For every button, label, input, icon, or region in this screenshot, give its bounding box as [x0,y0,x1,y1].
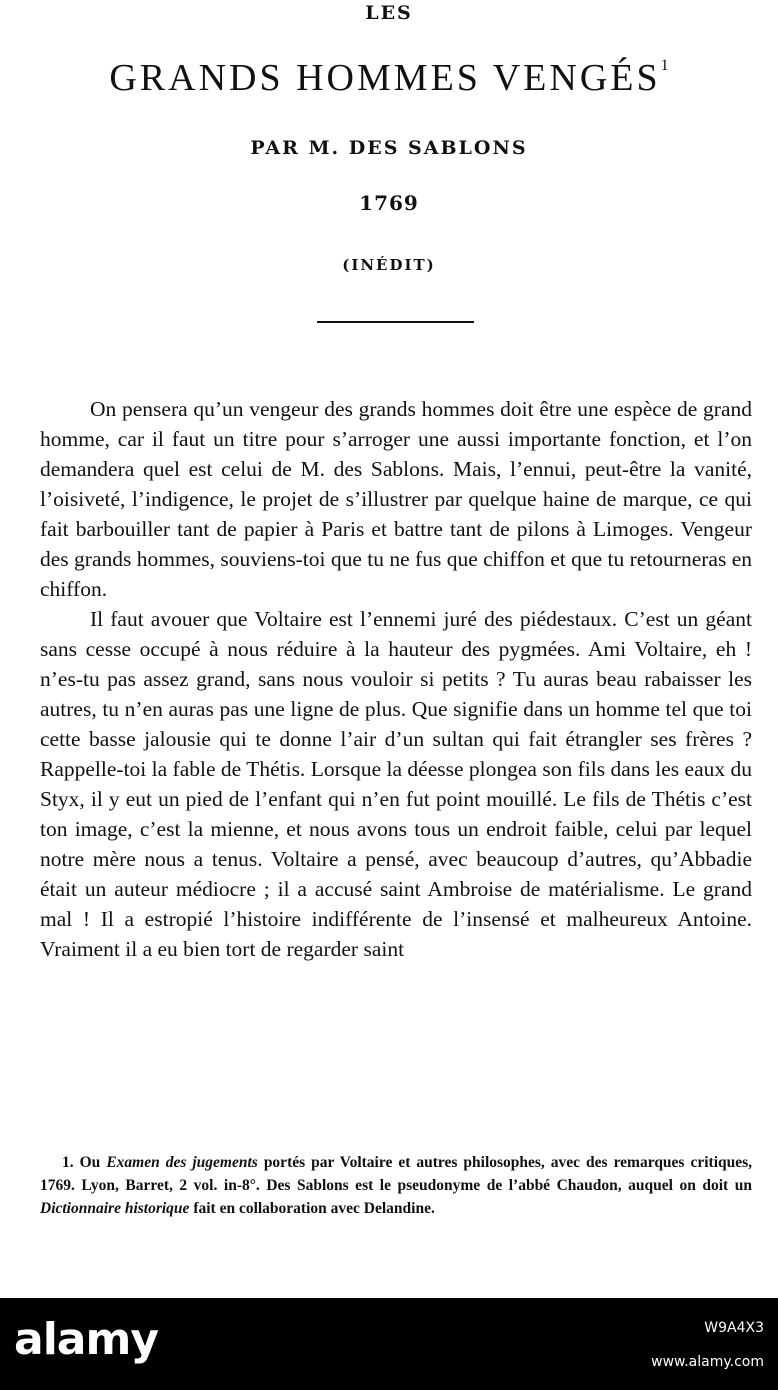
paragraph-2: Il faut avouer que Voltaire est l’ennemi juré des piédestaux. C’est un géant sans cesse occupé à nous réduire à la hauteur des pygmées. Ami Voltaire, eh ! n’es-tu pas assez grand, sans nous vouloir si petits ? Tu auras beau rabaisser les autres, tu n’en auras pas une ligne de plus. Que signifie dans un homme tel que toi cette basse jalousie qui te donne l’air d’un sultan qui fait étrangler ses frères ? Rappelle-toi la fable de Thétis. Lorsque la déesse plongea son fils dans les eaux du Styx, il y eut un pied de l’enfant qui n’en fut point mouillé. Le fils de Thétis c’est ton image, c’est la mienne, et nous avons tous un endroit faible, celui par lequel notre mère nous a tenus. Voltaire a pensé, avec beaucoup d’autres, qu’Abbadie était un auteur médiocre ; il a accusé saint Ambroise de matérialisme. Le grand mal ! Il a estropié l’histoire indifférente de l’insensé et malheureux Antoine. Vraiment il a eu bien tort de regarder saint [40,607,752,961]
alamy-logo: alamy [14,1314,158,1365]
footnote-ref: 1 [660,57,669,74]
watermark-banner [0,1298,778,1390]
footnote-part-3: fait en collaboration avec Delandine. [193,1200,435,1217]
main-text [40,394,752,964]
footnote-part-1: Ou [79,1154,101,1171]
paragraph-1: On pensera qu’un vengeur des grands hommes doit être une espèce de grand homme, car il faut un titre pour s’arroger une aussi importante fonction, et l’on demandera quel est celui de M. des Sablons. Mais, l’ennui, peut-être la vanité, l’oisiveté, l’indigence, le projet de s’illustrer par quelque haine de marque, ce qui fait barbouiller tant de papier à Paris et battre tant de pilons à Limoges. Vengeur des grands hommes, souviens-toi que tu ne fus que chiffon et que tu retourneras en chiffon. [40,397,752,601]
site-url: www.alamy.com [651,1354,764,1370]
footnote-italic-title-2: Dictionnaire historique [40,1200,190,1217]
footnote-part-2: portés par Voltaire et autres philosophes, avec des remarques critiques, 1769. Lyon, Barret, 2 vol. in-8°. Des Sablons est le pseudonyme de l’abbé Chaudon, auquel on doit un [40,1154,753,1194]
header-les: LES [365,2,413,24]
image-id: W9A4X3 [704,1320,764,1336]
footnote-number: 1. [62,1154,74,1171]
author-line: PAR M. DES SABLONS [250,137,528,159]
page-title [0,56,778,100]
inedit-note: (INÉDIT) [342,256,436,274]
footnote-italic-title-1: Examen des jugements [106,1154,258,1171]
footnote-text [40,1151,752,1220]
year-line: 1769 [359,191,419,215]
divider-rule [317,321,474,323]
title-text: GRANDS HOMMES VENGÉS [109,57,661,99]
footnote [40,1151,752,1220]
